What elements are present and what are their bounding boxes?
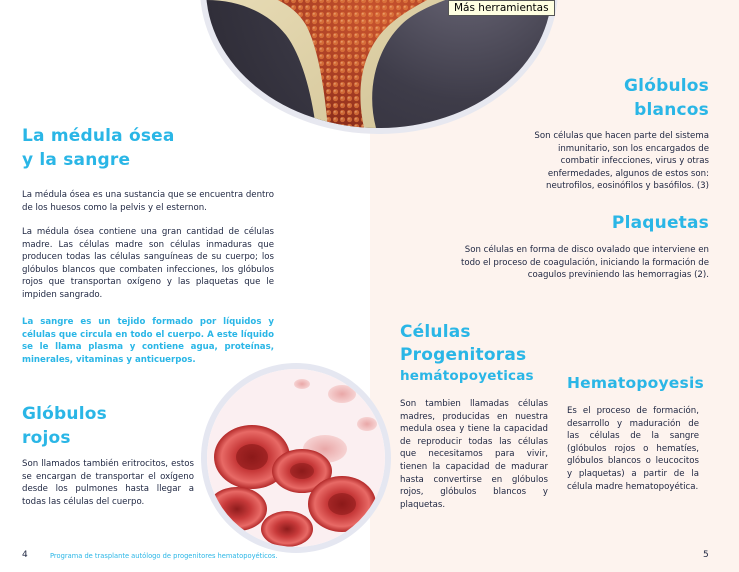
progenitors-title	[400, 321, 534, 386]
platelets-text: Son células en forma de disco ovalado que interviene en todo el proceso de coagulación, iniciando la formación de coagulos previniendo las hemorragias (2).	[460, 245, 709, 281]
marrow-title-line2: y la sangre	[22, 150, 131, 170]
page-number-right: 5	[703, 550, 709, 560]
white-cells-title-line1: Glóbulos	[624, 76, 709, 96]
marrow-section-title	[22, 124, 175, 172]
footer-text: Programa de trasplante autólogo de progenitores hematopoyéticos.	[50, 552, 278, 560]
hematopoiesis-title: Hematopoyesis	[567, 374, 704, 392]
marrow-title-line1: La médula ósea	[22, 126, 175, 146]
red-cells-text: Son llamados también eritrocitos, estos se encargan de transportar el oxígeno desde los pulmones hasta llegar a todas las células del cuerpo.	[22, 459, 194, 507]
red-cells-title-line2: rojos	[22, 428, 71, 448]
white-cells-title-line2: blancos	[634, 100, 709, 120]
progenitors-title-line2: Progenitoras	[400, 345, 527, 365]
bone-marrow-illustration	[206, 0, 552, 128]
red-blood-cells-illustration	[207, 369, 385, 547]
bone-marrow-image	[206, 0, 552, 128]
progenitors-text: Son tambien llamadas células madres, producidas en nuestra medula osea y tiene la capacidad de reproducir todas las células que necesitamos para vivir, tienen la capacidad de madurar hasta convertirse en glóbulos rojos, glóbulos blancos y plaquetas.	[400, 399, 548, 510]
marrow-paragraph-1: La médula ósea es una sustancia que se encuentra dentro de los huesos como la pelvis y el esternon.	[22, 190, 274, 213]
progenitors-title-line1: Células	[400, 322, 471, 342]
hematopoiesis-text: Es el proceso de formación, desarrollo y maduración de las células de la sangre (glóbulos rojos o hematíes, glóbulos blancos o leucocitos y plaquetas) a partir de la célula madre hematopoyética.	[567, 406, 699, 492]
red-blood-cells-image	[207, 369, 385, 547]
white-cells-text: Son células que hacen parte del sistema inmunitario, son los encargados de combatir infecciones, virus y otras enfermedades, algunos de estos son: neutrofilos, eosinófilos y basófilos. (3)	[534, 131, 709, 192]
red-cells-title	[22, 402, 107, 450]
marrow-paragraph-2: La médula ósea contiene una gran cantidad de células madre. Las células madre son células inmaduras que producen todas las células sanguíneas de su cuerpo; los glóbulos blancos que combaten infecciones, los glóbulos rojos que transportan oxígeno y las plaquetas que le impiden sangrado.	[22, 227, 274, 300]
white-cells-title	[624, 74, 709, 122]
blood-paragraph: La sangre es un tejido formado por líquidos y células que circula en todo el cuerpo. A este líquido se le llama plasma y contiene agua, proteínas, minerales, vitaminas y anticuerpos.	[22, 317, 274, 365]
page-number-left: 4	[22, 550, 28, 560]
platelets-title: Plaquetas	[611, 213, 709, 233]
red-cells-title-line1: Glóbulos	[22, 404, 107, 424]
progenitors-title-line3: hemátopoyeticas	[400, 368, 534, 384]
tooltip-more-tools: Más herramientas	[448, 0, 555, 16]
